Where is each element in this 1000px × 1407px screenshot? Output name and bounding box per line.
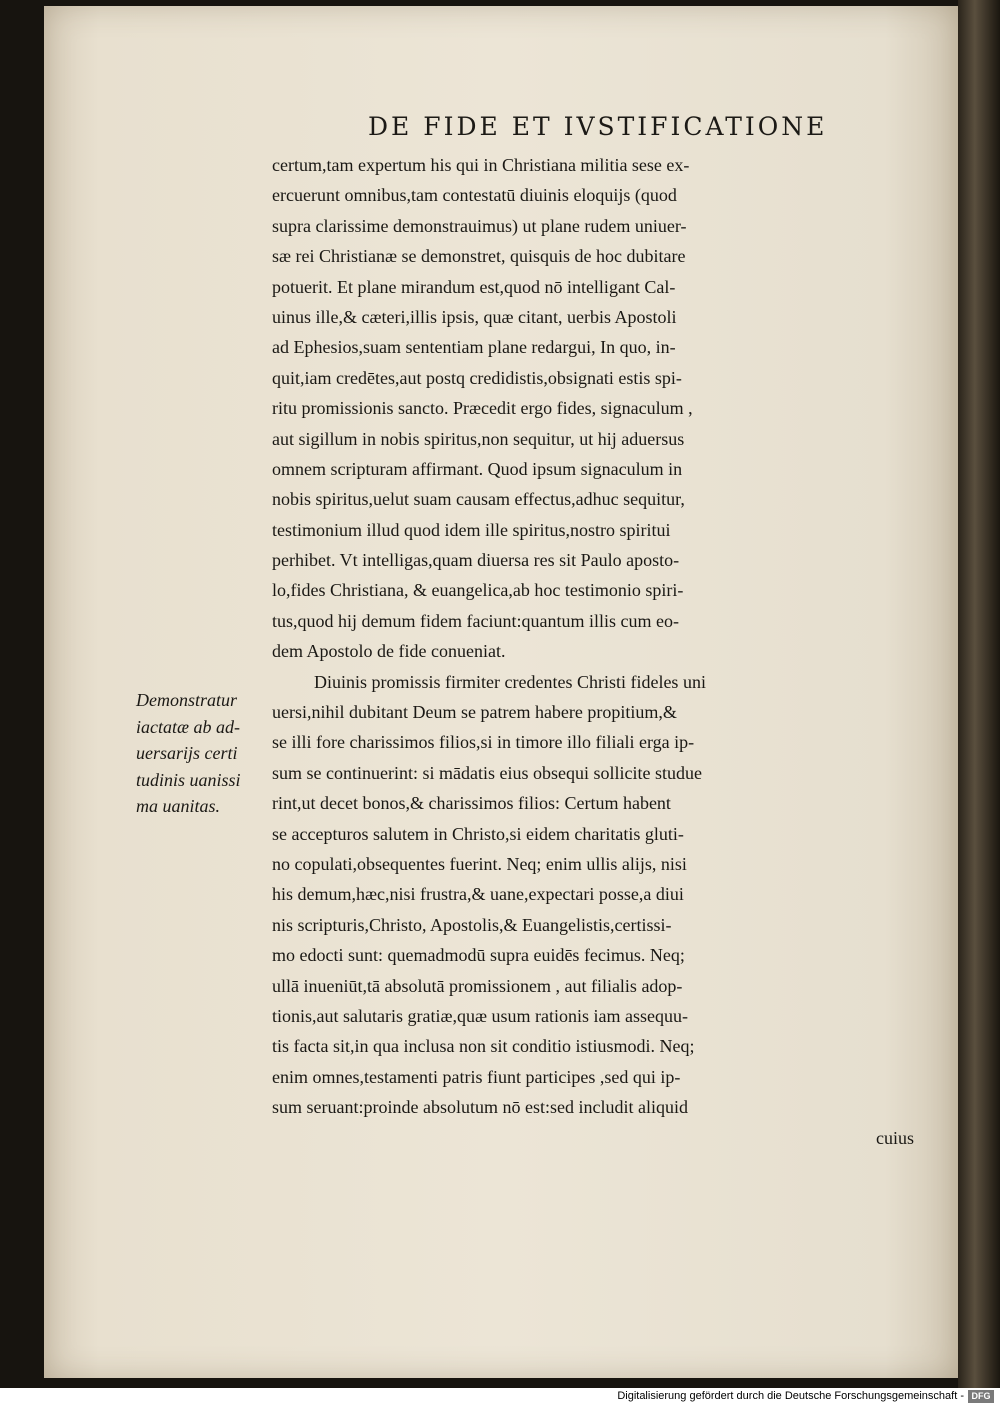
text-line: omnem scripturam affirmant. Quod ipsum signaculum in xyxy=(272,458,683,479)
text-line: sum seruant:proinde absolutum nō est:sed includit aliquid xyxy=(272,1097,688,1118)
running-header: DE FIDE ET IVSTIFICATIONE xyxy=(368,112,828,141)
text-line: nis scripturis,Christo, Apostolis,& Euangelistis,certissi- xyxy=(272,914,672,935)
marginal-note-line: iactatæ ab ad- xyxy=(136,716,240,737)
text-line: uinus ille,& cæteri,illis ipsis, quæ citant, uerbis Apostoli xyxy=(272,306,677,327)
marginal-note-line: Demonstratur xyxy=(136,690,238,710)
marginal-note xyxy=(136,687,270,820)
text-line: supra clarissime demonstrauimus) ut plane rudem uniuer- xyxy=(272,215,687,236)
text-line: no copulati,obsequentes fuerint. Neq; enim ullis alijs, nisi xyxy=(272,853,687,874)
text-line: enim omnes,testamenti patris fiunt participes ,sed qui ip- xyxy=(272,1066,681,1087)
text-line: uersi,nihil dubitant Deum se patrem habere propitium,& xyxy=(272,702,677,723)
text-line: perhibet. Vt intelligas,quam diuersa res sit Paulo aposto- xyxy=(272,550,680,571)
text-line: se accepturos salutem in Christo,si eidem charitatis gluti- xyxy=(272,823,684,844)
text-line: certum,tam expertum his qui in Christiana militia sese ex- xyxy=(272,155,690,175)
book-binding-edge xyxy=(958,0,1000,1388)
text-line: nobis spiritus,uelut suam causam effectus,adhuc sequitur, xyxy=(272,489,685,510)
text-line: dem Apostolo de fide conueniat. xyxy=(272,641,506,662)
main-text-block xyxy=(272,150,928,1153)
text-line: se illi fore charissimos filios,si in timore illo filiali erga ip- xyxy=(272,732,695,753)
marginal-note-line: ma uanitas. xyxy=(136,796,221,816)
text-line: lo,fides Christiana, & euangelica,ab hoc testimonio spiri- xyxy=(272,580,684,601)
text-line: his demum,hæc,nisi frustra,& uane,expectari posse,a diui xyxy=(272,884,684,905)
paragraph-start-line: Diuinis promissis firmiter credentes Christi fideles uni xyxy=(314,671,706,692)
text-line: tionis,aut salutaris gratiæ,quæ usum rationis iam assequu- xyxy=(272,1005,688,1026)
text-line: testimonium illud quod idem ille spiritus,nostro spiritui xyxy=(272,519,671,540)
text-line: ritu promissionis sancto. Præcedit ergo fides, signaculum , xyxy=(272,398,693,419)
marginal-note-line: tudinis uanissi xyxy=(136,769,241,790)
dfg-logo: DFG xyxy=(968,1390,994,1403)
text-line: ercuerunt omnibus,tam contestatū diuinis eloquijs (quod xyxy=(272,185,677,206)
text-line: ad Ephesios,suam sententiam plane redargui, In quo, in- xyxy=(272,337,676,358)
text-line: rint,ut decet bonos,& charissimos filios: Certum habent xyxy=(272,793,671,814)
footer-bar xyxy=(0,1388,1000,1407)
catchword: cuius xyxy=(876,1127,914,1148)
text-line: ullā inueniūt,tā absolutā promissionem , aut filialis adop- xyxy=(272,975,683,996)
text-line: tus,quod hij demum fidem faciunt:quantum illis cum eo- xyxy=(272,610,679,631)
text-line: mo edocti sunt: quemadmodū supra euidēs fecimus. Neq; xyxy=(272,945,685,966)
text-line: sum se continuerint: si mādatis eius obsequi sollicite studue xyxy=(272,762,702,783)
text-line: tis facta sit,in qua inclusa non sit conditio istiusmodi. Neq; xyxy=(272,1036,695,1057)
funding-credit: Digitalisierung gefördert durch die Deutsche Forschungsgemeinschaft - xyxy=(617,1390,964,1402)
marginal-note-line: uersarijs certi xyxy=(136,743,238,763)
text-line: sæ rei Christianæ se demonstret, quisquis de hoc dubitare xyxy=(272,246,686,267)
text-line: quit,iam credētes,aut postq credidistis,obsignati estis spi- xyxy=(272,367,682,388)
text-line: potuerit. Et plane mirandum est,quod nō intelligant Cal- xyxy=(272,276,676,297)
text-line: aut sigillum in nobis spiritus,non sequitur, ut hij aduersus xyxy=(272,428,685,449)
